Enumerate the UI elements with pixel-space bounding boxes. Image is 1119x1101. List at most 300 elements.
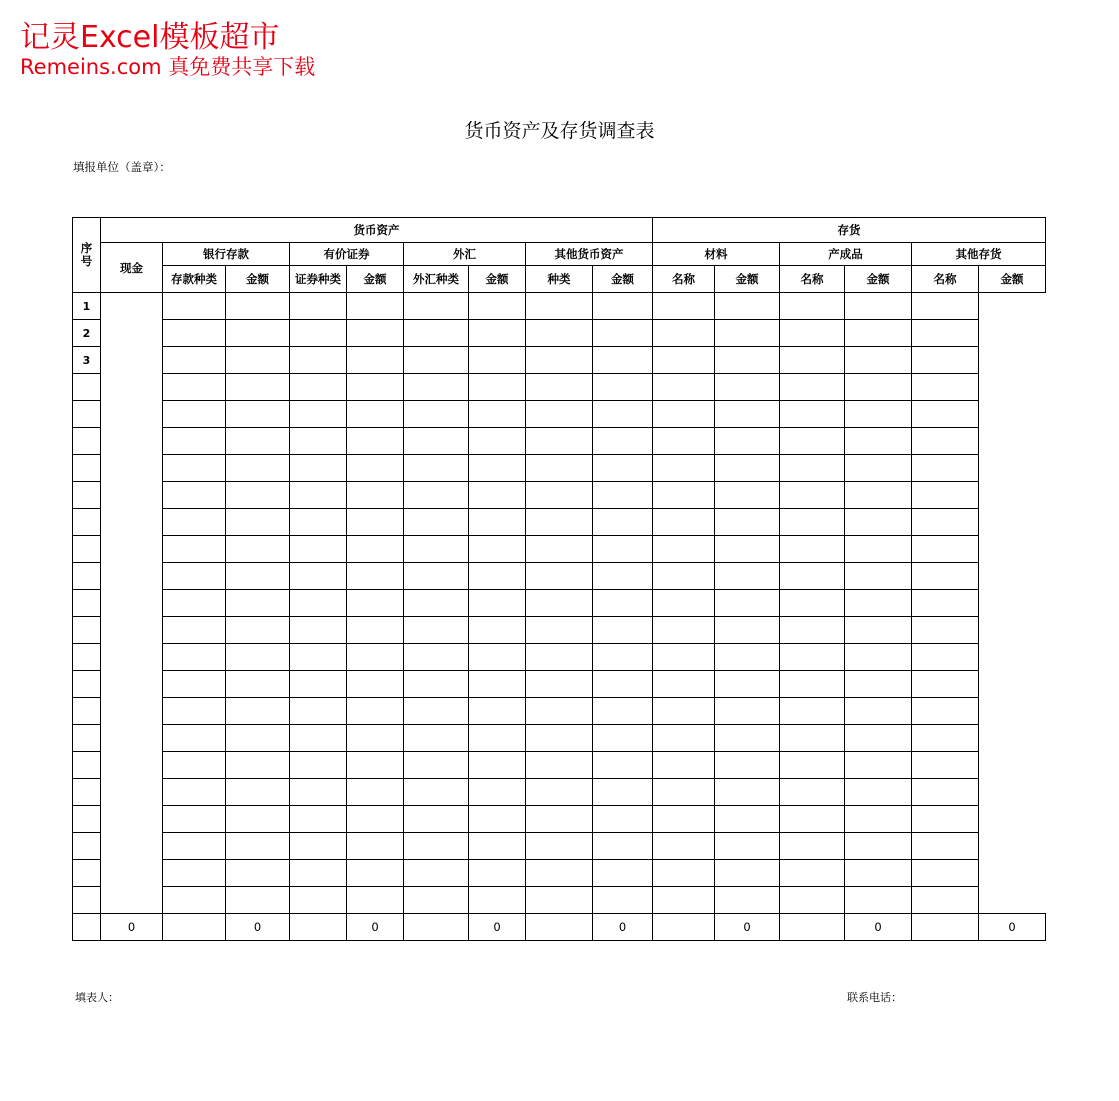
table-cell[interactable]	[780, 779, 845, 806]
table-cell[interactable]	[404, 644, 469, 671]
table-cell[interactable]	[845, 860, 912, 887]
table-cell[interactable]	[845, 725, 912, 752]
table-cell[interactable]	[526, 428, 593, 455]
table-cell[interactable]	[653, 482, 715, 509]
table-cell[interactable]	[780, 320, 845, 347]
table-cell[interactable]	[912, 347, 979, 374]
table-cell[interactable]	[290, 833, 347, 860]
table-cell[interactable]	[526, 833, 593, 860]
table-cell[interactable]	[653, 347, 715, 374]
table-cell[interactable]	[526, 293, 593, 320]
table-cell[interactable]	[845, 698, 912, 725]
table-cell[interactable]	[347, 860, 404, 887]
table-cell[interactable]	[226, 374, 290, 401]
table-cell[interactable]	[290, 374, 347, 401]
table-cell[interactable]	[226, 536, 290, 563]
table-cell[interactable]	[593, 320, 653, 347]
table-cell[interactable]	[526, 374, 593, 401]
table-cell[interactable]	[469, 671, 526, 698]
table-cell[interactable]	[469, 644, 526, 671]
table-cell[interactable]	[715, 509, 780, 536]
table-cell[interactable]	[290, 293, 347, 320]
table-cell[interactable]	[226, 617, 290, 644]
table-cell[interactable]	[780, 806, 845, 833]
table-cell[interactable]	[163, 887, 226, 914]
table-cell[interactable]	[715, 401, 780, 428]
table-cell[interactable]	[347, 698, 404, 725]
table-cell[interactable]	[163, 401, 226, 428]
table-cell[interactable]	[163, 536, 226, 563]
table-cell[interactable]	[912, 671, 979, 698]
table-cell[interactable]	[290, 428, 347, 455]
table-cell[interactable]	[715, 374, 780, 401]
table-cell[interactable]	[845, 347, 912, 374]
table-cell[interactable]	[715, 536, 780, 563]
table-cell[interactable]	[404, 887, 469, 914]
table-cell[interactable]	[404, 293, 469, 320]
table-cell[interactable]	[780, 293, 845, 320]
table-cell[interactable]	[404, 347, 469, 374]
table-cell[interactable]	[290, 779, 347, 806]
table-cell[interactable]	[347, 374, 404, 401]
table-cell[interactable]	[593, 833, 653, 860]
table-cell[interactable]	[715, 779, 780, 806]
table-cell[interactable]	[653, 293, 715, 320]
table-cell[interactable]	[163, 725, 226, 752]
table-cell[interactable]	[226, 671, 290, 698]
table-cell[interactable]	[290, 617, 347, 644]
table-cell[interactable]	[347, 590, 404, 617]
table-cell[interactable]	[912, 509, 979, 536]
table-cell[interactable]	[653, 671, 715, 698]
table-cell[interactable]	[845, 887, 912, 914]
table-cell[interactable]	[469, 320, 526, 347]
table-cell[interactable]	[715, 725, 780, 752]
table-cell[interactable]	[469, 563, 526, 590]
table-cell[interactable]	[912, 698, 979, 725]
table-cell[interactable]	[526, 806, 593, 833]
table-cell[interactable]	[845, 779, 912, 806]
table-cell[interactable]	[526, 617, 593, 644]
table-cell[interactable]	[845, 509, 912, 536]
table-cell[interactable]	[593, 293, 653, 320]
table-cell[interactable]	[593, 671, 653, 698]
table-cell[interactable]	[226, 455, 290, 482]
table-cell[interactable]	[593, 806, 653, 833]
table-cell[interactable]	[715, 644, 780, 671]
table-cell[interactable]	[404, 320, 469, 347]
table-cell[interactable]	[715, 752, 780, 779]
table-cell[interactable]	[226, 428, 290, 455]
table-cell[interactable]	[290, 806, 347, 833]
table-cell[interactable]	[226, 833, 290, 860]
table-cell[interactable]	[780, 563, 845, 590]
table-cell[interactable]	[163, 671, 226, 698]
table-cell[interactable]	[912, 752, 979, 779]
table-cell[interactable]	[163, 698, 226, 725]
table-cell[interactable]	[290, 590, 347, 617]
table-cell[interactable]	[404, 752, 469, 779]
table-cell[interactable]	[912, 860, 979, 887]
table-cell[interactable]	[593, 509, 653, 536]
table-cell[interactable]	[526, 779, 593, 806]
table-cell[interactable]	[912, 779, 979, 806]
table-cell[interactable]	[593, 347, 653, 374]
table-cell[interactable]	[469, 428, 526, 455]
table-cell[interactable]	[226, 293, 290, 320]
table-cell[interactable]	[469, 617, 526, 644]
table-cell[interactable]	[593, 752, 653, 779]
table-cell[interactable]	[404, 374, 469, 401]
table-cell[interactable]	[593, 644, 653, 671]
table-cell[interactable]	[653, 401, 715, 428]
table-cell[interactable]	[715, 320, 780, 347]
table-cell[interactable]	[653, 536, 715, 563]
table-cell[interactable]	[347, 617, 404, 644]
table-cell[interactable]	[780, 455, 845, 482]
table-cell[interactable]	[526, 401, 593, 428]
table-cell[interactable]	[653, 617, 715, 644]
table-cell[interactable]	[226, 563, 290, 590]
table-cell[interactable]	[526, 725, 593, 752]
table-cell[interactable]	[526, 455, 593, 482]
table-cell[interactable]	[593, 401, 653, 428]
table-cell[interactable]	[226, 887, 290, 914]
table-cell[interactable]	[290, 671, 347, 698]
table-cell[interactable]	[780, 644, 845, 671]
table-cell[interactable]	[526, 563, 593, 590]
table-cell[interactable]	[715, 671, 780, 698]
table-cell[interactable]	[469, 590, 526, 617]
table-cell[interactable]	[226, 725, 290, 752]
table-cell[interactable]	[780, 347, 845, 374]
table-cell[interactable]	[780, 833, 845, 860]
table-cell[interactable]	[912, 455, 979, 482]
table-cell[interactable]	[912, 293, 979, 320]
table-cell[interactable]	[653, 698, 715, 725]
table-cell[interactable]	[163, 806, 226, 833]
table-cell[interactable]	[404, 482, 469, 509]
table-cell[interactable]	[469, 293, 526, 320]
table-cell[interactable]	[469, 779, 526, 806]
table-cell[interactable]	[347, 320, 404, 347]
table-cell[interactable]	[469, 509, 526, 536]
table-cell[interactable]	[912, 374, 979, 401]
table-cell[interactable]	[653, 428, 715, 455]
table-cell[interactable]	[780, 617, 845, 644]
table-cell[interactable]	[912, 320, 979, 347]
table-cell[interactable]	[347, 779, 404, 806]
table-cell[interactable]	[163, 482, 226, 509]
table-cell[interactable]	[715, 347, 780, 374]
table-cell[interactable]	[226, 482, 290, 509]
table-cell[interactable]	[469, 698, 526, 725]
table-cell[interactable]	[653, 509, 715, 536]
table-cell[interactable]	[653, 887, 715, 914]
table-cell[interactable]	[653, 374, 715, 401]
table-cell[interactable]	[404, 698, 469, 725]
table-cell[interactable]	[526, 590, 593, 617]
table-cell[interactable]	[404, 779, 469, 806]
table-cell[interactable]	[526, 320, 593, 347]
table-cell[interactable]	[593, 725, 653, 752]
table-cell[interactable]	[780, 428, 845, 455]
table-cell[interactable]	[845, 482, 912, 509]
table-cell[interactable]	[290, 320, 347, 347]
table-cell[interactable]	[653, 455, 715, 482]
table-cell[interactable]	[845, 536, 912, 563]
table-cell[interactable]	[163, 347, 226, 374]
table-cell[interactable]	[290, 455, 347, 482]
table-cell[interactable]	[469, 374, 526, 401]
table-cell[interactable]	[226, 590, 290, 617]
table-cell[interactable]	[469, 536, 526, 563]
table-cell[interactable]	[780, 401, 845, 428]
table-cell[interactable]	[226, 860, 290, 887]
table-cell[interactable]	[780, 509, 845, 536]
table-cell[interactable]	[404, 590, 469, 617]
table-cell[interactable]	[715, 833, 780, 860]
table-cell[interactable]	[163, 590, 226, 617]
table-cell[interactable]	[290, 509, 347, 536]
table-cell[interactable]	[290, 401, 347, 428]
table-cell[interactable]	[912, 590, 979, 617]
table-cell[interactable]	[593, 887, 653, 914]
table-cell[interactable]	[845, 320, 912, 347]
table-cell[interactable]	[469, 347, 526, 374]
table-cell[interactable]	[780, 590, 845, 617]
table-cell[interactable]	[404, 455, 469, 482]
table-cell[interactable]	[290, 563, 347, 590]
table-cell[interactable]	[593, 455, 653, 482]
table-cell[interactable]	[469, 752, 526, 779]
table-cell[interactable]	[404, 428, 469, 455]
cash-column-cell[interactable]	[101, 293, 163, 914]
table-cell[interactable]	[347, 428, 404, 455]
table-cell[interactable]	[845, 428, 912, 455]
table-cell[interactable]	[526, 536, 593, 563]
table-cell[interactable]	[845, 455, 912, 482]
table-cell[interactable]	[912, 482, 979, 509]
table-cell[interactable]	[226, 320, 290, 347]
table-cell[interactable]	[347, 482, 404, 509]
table-cell[interactable]	[226, 698, 290, 725]
table-cell[interactable]	[290, 860, 347, 887]
table-cell[interactable]	[347, 833, 404, 860]
table-cell[interactable]	[845, 374, 912, 401]
table-cell[interactable]	[469, 455, 526, 482]
table-cell[interactable]	[347, 644, 404, 671]
table-cell[interactable]	[469, 833, 526, 860]
table-cell[interactable]	[593, 428, 653, 455]
table-cell[interactable]	[653, 563, 715, 590]
table-cell[interactable]	[469, 860, 526, 887]
table-cell[interactable]	[526, 860, 593, 887]
table-cell[interactable]	[163, 320, 226, 347]
table-cell[interactable]	[347, 725, 404, 752]
table-cell[interactable]	[469, 401, 526, 428]
table-cell[interactable]	[469, 806, 526, 833]
table-cell[interactable]	[290, 725, 347, 752]
table-cell[interactable]	[347, 563, 404, 590]
table-cell[interactable]	[404, 671, 469, 698]
table-cell[interactable]	[290, 644, 347, 671]
table-cell[interactable]	[912, 563, 979, 590]
table-cell[interactable]	[715, 806, 780, 833]
table-cell[interactable]	[653, 833, 715, 860]
table-cell[interactable]	[593, 482, 653, 509]
table-cell[interactable]	[912, 887, 979, 914]
table-cell[interactable]	[469, 887, 526, 914]
table-cell[interactable]	[347, 455, 404, 482]
table-cell[interactable]	[526, 887, 593, 914]
table-cell[interactable]	[780, 671, 845, 698]
table-cell[interactable]	[593, 590, 653, 617]
table-cell[interactable]	[404, 806, 469, 833]
table-cell[interactable]	[593, 536, 653, 563]
table-cell[interactable]	[912, 806, 979, 833]
table-cell[interactable]	[653, 860, 715, 887]
table-cell[interactable]	[526, 644, 593, 671]
table-cell[interactable]	[226, 806, 290, 833]
table-cell[interactable]	[653, 644, 715, 671]
table-cell[interactable]	[226, 347, 290, 374]
table-cell[interactable]	[845, 644, 912, 671]
table-cell[interactable]	[404, 509, 469, 536]
table-cell[interactable]	[347, 347, 404, 374]
table-cell[interactable]	[912, 536, 979, 563]
table-cell[interactable]	[163, 509, 226, 536]
table-cell[interactable]	[845, 671, 912, 698]
table-cell[interactable]	[715, 455, 780, 482]
table-cell[interactable]	[404, 833, 469, 860]
table-cell[interactable]	[845, 617, 912, 644]
table-cell[interactable]	[780, 860, 845, 887]
table-cell[interactable]	[715, 617, 780, 644]
table-cell[interactable]	[780, 887, 845, 914]
table-cell[interactable]	[845, 833, 912, 860]
table-cell[interactable]	[593, 374, 653, 401]
table-cell[interactable]	[347, 752, 404, 779]
table-cell[interactable]	[845, 590, 912, 617]
table-cell[interactable]	[780, 698, 845, 725]
table-cell[interactable]	[404, 536, 469, 563]
table-cell[interactable]	[163, 860, 226, 887]
table-cell[interactable]	[715, 887, 780, 914]
table-cell[interactable]	[526, 347, 593, 374]
table-cell[interactable]	[845, 293, 912, 320]
table-cell[interactable]	[404, 563, 469, 590]
table-cell[interactable]	[780, 725, 845, 752]
table-cell[interactable]	[226, 779, 290, 806]
table-cell[interactable]	[593, 698, 653, 725]
table-cell[interactable]	[653, 779, 715, 806]
table-cell[interactable]	[290, 698, 347, 725]
table-cell[interactable]	[715, 860, 780, 887]
table-cell[interactable]	[290, 482, 347, 509]
table-cell[interactable]	[715, 563, 780, 590]
table-cell[interactable]	[653, 320, 715, 347]
table-cell[interactable]	[593, 860, 653, 887]
table-cell[interactable]	[226, 752, 290, 779]
table-cell[interactable]	[347, 536, 404, 563]
table-cell[interactable]	[163, 563, 226, 590]
table-cell[interactable]	[163, 374, 226, 401]
table-cell[interactable]	[780, 752, 845, 779]
table-cell[interactable]	[163, 617, 226, 644]
table-cell[interactable]	[912, 401, 979, 428]
table-cell[interactable]	[780, 536, 845, 563]
table-cell[interactable]	[845, 806, 912, 833]
table-cell[interactable]	[163, 752, 226, 779]
table-cell[interactable]	[653, 725, 715, 752]
table-cell[interactable]	[593, 779, 653, 806]
table-cell[interactable]	[526, 509, 593, 536]
table-cell[interactable]	[290, 752, 347, 779]
table-cell[interactable]	[593, 563, 653, 590]
table-cell[interactable]	[226, 401, 290, 428]
table-cell[interactable]	[163, 644, 226, 671]
table-cell[interactable]	[526, 482, 593, 509]
table-cell[interactable]	[912, 428, 979, 455]
table-cell[interactable]	[347, 509, 404, 536]
table-cell[interactable]	[780, 374, 845, 401]
table-cell[interactable]	[845, 401, 912, 428]
table-cell[interactable]	[404, 401, 469, 428]
table-cell[interactable]	[715, 428, 780, 455]
table-cell[interactable]	[526, 752, 593, 779]
table-cell[interactable]	[912, 725, 979, 752]
table-cell[interactable]	[715, 293, 780, 320]
table-cell[interactable]	[715, 482, 780, 509]
table-cell[interactable]	[404, 725, 469, 752]
table-cell[interactable]	[912, 617, 979, 644]
table-cell[interactable]	[347, 401, 404, 428]
table-cell[interactable]	[912, 833, 979, 860]
table-cell[interactable]	[290, 536, 347, 563]
table-cell[interactable]	[163, 455, 226, 482]
table-cell[interactable]	[526, 698, 593, 725]
table-cell[interactable]	[469, 482, 526, 509]
table-cell[interactable]	[163, 833, 226, 860]
table-cell[interactable]	[469, 725, 526, 752]
table-cell[interactable]	[653, 806, 715, 833]
table-cell[interactable]	[347, 671, 404, 698]
table-cell[interactable]	[290, 887, 347, 914]
table-cell[interactable]	[845, 563, 912, 590]
table-cell[interactable]	[163, 293, 226, 320]
table-cell[interactable]	[653, 590, 715, 617]
table-cell[interactable]	[845, 752, 912, 779]
table-cell[interactable]	[404, 617, 469, 644]
table-cell[interactable]	[347, 887, 404, 914]
table-cell[interactable]	[715, 698, 780, 725]
table-cell[interactable]	[653, 752, 715, 779]
table-cell[interactable]	[226, 644, 290, 671]
table-cell[interactable]	[290, 347, 347, 374]
table-cell[interactable]	[593, 617, 653, 644]
table-cell[interactable]	[347, 293, 404, 320]
table-cell[interactable]	[715, 590, 780, 617]
table-cell[interactable]	[226, 509, 290, 536]
table-cell[interactable]	[780, 482, 845, 509]
table-cell[interactable]	[163, 428, 226, 455]
table-cell[interactable]	[526, 671, 593, 698]
table-cell[interactable]	[912, 644, 979, 671]
table-cell[interactable]	[347, 806, 404, 833]
table-cell[interactable]	[404, 860, 469, 887]
table-cell[interactable]	[163, 779, 226, 806]
